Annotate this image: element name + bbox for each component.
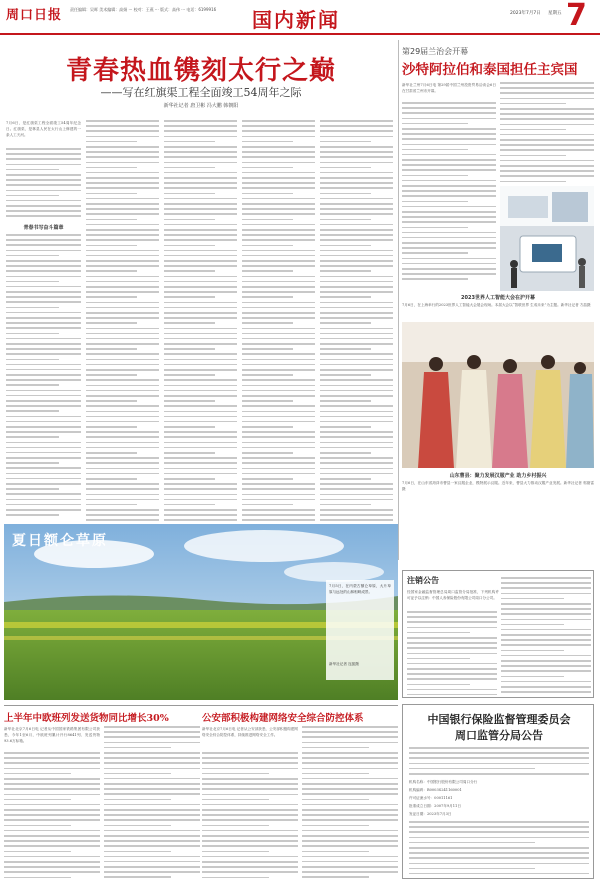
lead-first-line: 7月6日，是红旗渠工程全面竣工54周年纪念日。红旗渠，是林县人民在太行山上修建的一条人工天河。 — [6, 121, 81, 137]
cbirc-title-line1: 中国银行保险监督管理委员会 — [427, 713, 571, 726]
masthead-meta: 责任编辑：吴晖 美术编辑：高娟 ··· 校对：王燕 ··· 版式：高伟 ··· 电话：6199916 — [70, 7, 217, 12]
notice-text — [407, 611, 497, 695]
lead-col3-text — [164, 120, 237, 524]
summer-credit: 新华社记者 连振摄 — [329, 662, 359, 666]
lead-col1b-text — [6, 234, 81, 524]
lead-col4-text — [242, 120, 315, 524]
cbirc-intro — [409, 747, 589, 777]
page-number: 7 — [566, 0, 587, 33]
lead-story — [6, 40, 396, 525]
lead-subheadline: ——写在红旗渠工程全面竣工54周年之际 — [100, 86, 302, 99]
bottom-left-col2 — [104, 726, 200, 878]
cbirc-row-3: 许可证流水号：00011161 — [409, 796, 453, 800]
fashion-photo — [402, 322, 594, 468]
fashion-photo-image — [402, 322, 594, 468]
summer-caption: 7月5日，在内蒙古额仑草原，大片草原与远处的山林相映成景。 — [329, 584, 391, 594]
fashion-caption-body: 7月6日，在山东省菏泽市曹县一家汉服企业，模特展示汉服。近年来，曹县大力推动汉服产业发展。新华社记者 郭绪雷摄 — [402, 481, 594, 491]
right-top-kicker: 第29届兰治会开幕 — [402, 47, 469, 56]
section-title: 国内新闻 — [252, 8, 340, 32]
lead-column-heading: 青春书写奋斗篇章 — [23, 225, 64, 231]
lead-col1-text — [6, 148, 81, 220]
summer-photo — [4, 524, 398, 700]
cbirc-notice — [402, 704, 594, 879]
cbirc-row-2: 机构编码：B0003S241160001 — [409, 788, 462, 792]
right-top-headline: 沙特阿拉伯和泰国担任主宾国 — [402, 62, 578, 78]
bottom-left-headline: 上半年中欧班列发送货物同比增长30% — [4, 713, 169, 724]
fashion-caption: 山东曹县：聚力发展汉服产业 助力乡村振兴 — [449, 473, 547, 479]
bottom-left-story — [4, 708, 200, 880]
cbirc-row-4: 批准成立日期：2007年9月11日 — [409, 804, 461, 808]
issue-weekday: 星期五 — [548, 11, 562, 16]
lead-col2-text — [86, 120, 159, 524]
bottom-mid-col2 — [302, 726, 398, 878]
expo-caption-body: 7月6日，在上海举行的2023世界人工智能大会展会现场。本届大会以“智联世界 生成未来”为主题。新华社记者 方喆摄 — [402, 303, 591, 307]
right-top-first-line: 新华社兰州7月6日电 第29届中国兰州投资贸易洽谈会6日在甘肃省兰州市开幕。 — [402, 83, 496, 93]
expo-photo-image — [500, 186, 594, 291]
expo-caption: 2023世界人工智能大会在沪开幕 — [461, 295, 535, 301]
notice-body: 经国家金融监督管理总局周口监管分局批准，下列机构许可证予以注销：中国人寿保险股份有限公司周口分公司。 — [407, 590, 499, 600]
bottom-mid-first-line: 新华社北京7月6日电 记者从公安部获悉，公安部积极构建网络安全综合防控体系，持续推进网络安全工作。 — [202, 727, 298, 737]
bottom-left-col1 — [4, 752, 100, 878]
cbirc-title-line2: 周口监管分局公告 — [455, 729, 543, 742]
expo-photo — [500, 186, 594, 291]
masthead-logo: 周口日报 — [6, 8, 63, 23]
lead-col5-text — [320, 120, 393, 524]
bottom-mid-story — [202, 708, 398, 880]
notice-text-2 — [501, 577, 591, 695]
masthead-rule — [0, 33, 600, 35]
bottom-mid-headline: 公安部积极构建网络安全综合防控体系 — [202, 713, 364, 724]
notice-box — [402, 570, 594, 698]
summer-caption-box — [326, 580, 394, 680]
right-top-col1 — [402, 102, 496, 280]
bottom-mid-col1 — [202, 752, 298, 878]
summer-title: 夏日额仑草原 — [12, 533, 108, 549]
issue-date: 2023年7月7日 — [510, 11, 541, 16]
bottom-rule — [4, 705, 398, 706]
cbirc-row-1: 机构名称：中国银行股份有限公司周口分行 — [409, 780, 478, 784]
lead-headline: 青春热血镌刻太行之巅 — [65, 56, 336, 86]
masthead — [0, 0, 600, 42]
cbirc-detail — [409, 821, 589, 877]
notice-title: 注销公告 — [407, 576, 439, 585]
bottom-left-first-line: 新华社北京7月6日电 记者从中国国家铁路集团有限公司获悉，今年1至6月，中欧班列累计开行8641列、发送货物93.6万标箱。 — [4, 727, 100, 743]
column-divider — [398, 40, 399, 560]
cbirc-row-5: 发证日期：2023年7月3日 — [409, 812, 452, 816]
lead-byline: 新华社记者 唐卫彬 冯大鹏 韩朝阳 — [163, 103, 239, 109]
